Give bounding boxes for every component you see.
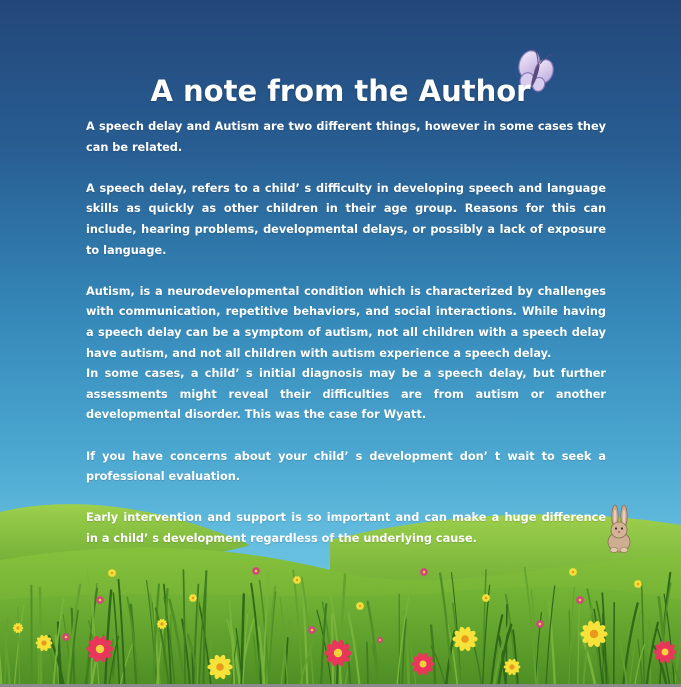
grass-blade [259, 640, 260, 687]
paragraph-speech-delay: A speech delay, refers to a child’ s difficulty in developing speech and language skills as quickly as other children in their age group. Reasons for this can include, hearing problems, developmental delays, or possibly a lack of exposure to language. [86, 181, 606, 257]
paragraph-diagnosis: In some cases, a child’ s initial diagnosis may be a speech delay, but further assessments might reveal their difficulties are from autism or another developmental disorder. This was the case for Wyatt. [86, 367, 606, 422]
bunny-icon [608, 505, 630, 553]
page-title: A note from the Author [150, 74, 531, 108]
paragraph-concerns: If you have concerns about your child’ s development don’ t wait to seek a professional evaluation. [86, 449, 606, 484]
paragraph-early-intervention: Early intervention and support is so important and can make a huge difference in a child’ s development regardless of the underlying cause. [86, 511, 606, 545]
author-note-body [86, 117, 606, 549]
grass-blade [367, 643, 368, 687]
paragraph-autism: Autism, is a neurodevelopmental condition which is characterized by challenges with communication, repetitive behaviors, and social interactions. While having a speech delay can be a symptom of autism, not all children with a speech delay have autism, and not all children with autism experience a speech delay. [86, 284, 606, 360]
paragraph-intro: A speech delay and Autism are two different things, however in some cases they can be related. [86, 120, 606, 154]
